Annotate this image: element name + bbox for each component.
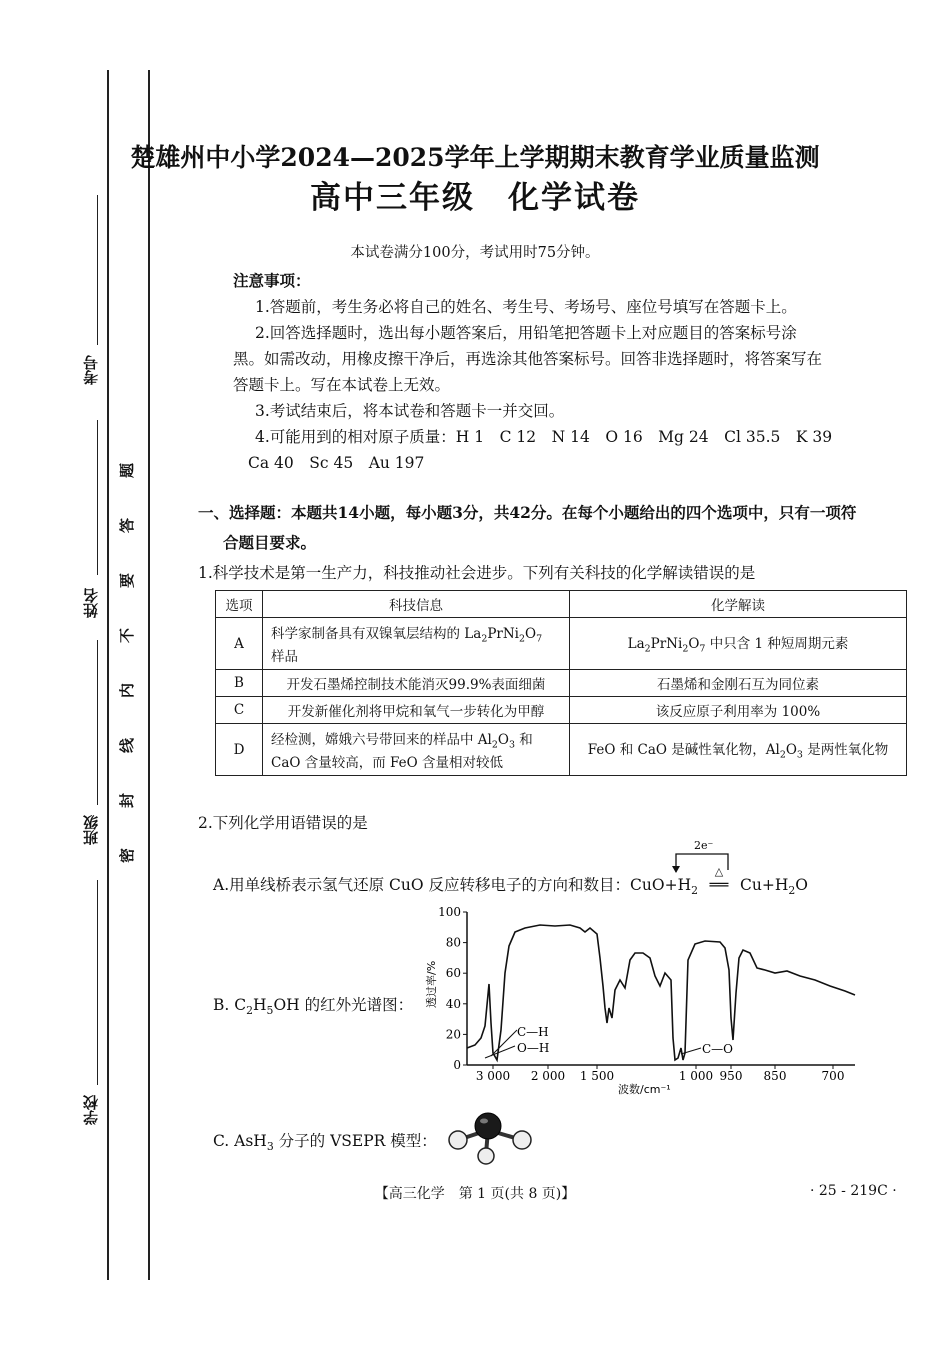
notice-item4b: Ca 40 Sc 45 Au 197 xyxy=(248,454,425,472)
exam-title-line1: 楚雄州中小学2024—2025学年上学期期末教育学业质量监测 xyxy=(130,143,820,172)
q1-table xyxy=(215,590,907,776)
x-tick-label: 1 500 xyxy=(579,1069,615,1083)
class-label: 班级 xyxy=(82,815,100,845)
name-blank-line xyxy=(97,420,98,575)
y-tick-label: 20 xyxy=(445,1027,461,1042)
interp-cell: $La_2PrNi_2O_7$ 中只含 1 种短周期元素 xyxy=(570,618,907,670)
interp-cell: 该反应原子利用率为 100% xyxy=(570,697,907,724)
x-tick-label: 1 000 xyxy=(678,1069,714,1083)
seal-char: 密 xyxy=(118,847,137,864)
ir-spectrum-chart xyxy=(405,898,875,1098)
x-tick-label: 950 xyxy=(719,1069,743,1083)
notice-item2c: 答题卡上。写在本试卷上无效。 xyxy=(233,376,451,394)
class-blank-line xyxy=(97,640,98,805)
option-cell: A xyxy=(216,618,263,670)
q2-option-c: C. AsH$_3$ 分子的 VSEPR 模型： xyxy=(213,1132,437,1154)
seal-char: 封 xyxy=(118,792,137,809)
vsepr-model-icon xyxy=(440,1110,540,1170)
x-tick-label: 2 000 xyxy=(530,1069,566,1083)
y-tick-label: 60 xyxy=(445,966,461,981)
q2-option-a: A.用单线桥表示氢气还原 CuO 反应转移电子的方向和数目：$CuO+H_2$ △ ══ $Cu+H_2O$ xyxy=(213,872,808,904)
electron-count: 2e⁻ xyxy=(694,840,714,852)
seal-char: 要 xyxy=(118,572,137,589)
table-header-info: 科技信息 xyxy=(263,591,570,618)
table-row xyxy=(216,724,907,776)
school-blank-line xyxy=(97,880,98,1085)
notice-item2b: 黑。如需改动，用橡皮擦干净后，再选涂其他答案标号。回答非选择题时，将答案写在 xyxy=(233,350,823,368)
x-tick-label: 3 000 xyxy=(475,1069,511,1083)
seal-char: 内 xyxy=(118,682,137,699)
option-cell: B xyxy=(216,670,263,697)
seal-char: 答 xyxy=(118,517,137,534)
info-cell: 开发石墨烯控制技术能消灭99.9%表面细菌 xyxy=(263,670,570,697)
table-row xyxy=(216,618,907,670)
x-axis-ticks xyxy=(476,1065,845,1083)
annotation-oh: O—H xyxy=(517,1041,550,1055)
notice-heading: 注意事项： xyxy=(233,271,311,290)
table-row xyxy=(216,670,907,697)
x-axis-label: 波数/cm⁻¹ xyxy=(618,1083,671,1096)
info-cell: 科学家制备具有双镍氧层结构的 $La_2PrNi_2O_7$ 样品 xyxy=(263,618,570,670)
table-header-row xyxy=(216,591,907,618)
spectrum-curve xyxy=(467,925,855,1060)
exam-no-blank-line xyxy=(97,195,98,345)
table-row xyxy=(216,697,907,724)
page-footer: 【高三化学 第 1 页(共 8 页)】 xyxy=(374,1186,576,1202)
heat-symbol: △ xyxy=(714,865,724,878)
y-axis-label: 透过率/% xyxy=(425,960,438,1008)
school-label: 学校 xyxy=(82,1095,100,1125)
info-cell: 经检测，嫦娥六号带回来的样品中 $Al_2O_3$ 和 CaO 含量较高，而 FeO 含量相对较低 xyxy=(263,724,570,776)
seal-char: 线 xyxy=(118,737,137,754)
y-tick-label: 80 xyxy=(445,935,461,950)
notice-item4a: 4.可能用到的相对原子质量：H 1 C 12 N 14 O 16 Mg 24 Cl 35.5 K 39 xyxy=(255,428,833,446)
annotation-co: C—O xyxy=(702,1042,734,1056)
table-header-option: 选项 xyxy=(216,591,263,618)
x-tick-label: 700 xyxy=(821,1069,845,1083)
q1-stem: 1.科学技术是第一生产力，科技推动社会进步。下列有关科技的化学解读错误的是 xyxy=(198,564,756,582)
y-axis-ticks xyxy=(438,905,467,1072)
q2-option-b: B. $C_2H_5OH$ 的红外光谱图： xyxy=(213,996,414,1018)
section1-heading-b: 合题目要求。 xyxy=(223,533,317,552)
x-tick-label: 850 xyxy=(763,1069,787,1083)
y-tick-label: 100 xyxy=(438,905,461,919)
y-tick-label: 40 xyxy=(445,996,461,1011)
notice-item2a: 2.回答选择题时，选出每小题答案后，用铅笔把答题卡上对应题目的答案标号涂 xyxy=(255,324,797,342)
notice-item3: 3.考试结束后，将本试卷和答题卡一并交回。 xyxy=(255,402,565,420)
option-cell: C xyxy=(216,697,263,724)
exam-info: 本试卷满分100分，考试用时75分钟。 xyxy=(350,245,600,261)
exam-no-label: 考号 xyxy=(82,355,100,385)
seal-char: 不 xyxy=(118,627,137,644)
q2-stem: 2.下列化学用语错误的是 xyxy=(198,814,368,832)
table-header-interp: 化学解读 xyxy=(570,591,907,618)
info-cell: 开发新催化剂将甲烷和氧气一步转化为甲醇 xyxy=(263,697,570,724)
interp-cell: 石墨烯和金刚石互为同位素 xyxy=(570,670,907,697)
interp-cell: FeO 和 CaO 是碱性氧化物，$Al_2O_3$ 是两性氧化物 xyxy=(570,724,907,776)
seal-char: 题 xyxy=(118,462,137,479)
y-tick-label: 0 xyxy=(453,1058,461,1072)
option-cell: D xyxy=(216,724,263,776)
section1-heading-a: 一、选择题：本题共14小题，每小题3分，共42分。在每个小题给出的四个选项中，只有一项符 xyxy=(198,503,857,522)
notice-item1: 1.答题前，考生务必将自己的姓名、考生号、考场号、座位号填写在答题卡上。 xyxy=(255,298,797,316)
annotation-ch: C—H xyxy=(517,1025,549,1039)
name-label: 姓名 xyxy=(82,588,100,618)
page-code: · 25 - 219C · xyxy=(810,1183,897,1199)
exam-title-line2: 高中三年级 化学试卷 xyxy=(310,180,640,216)
electron-transfer-bridge xyxy=(660,840,750,880)
